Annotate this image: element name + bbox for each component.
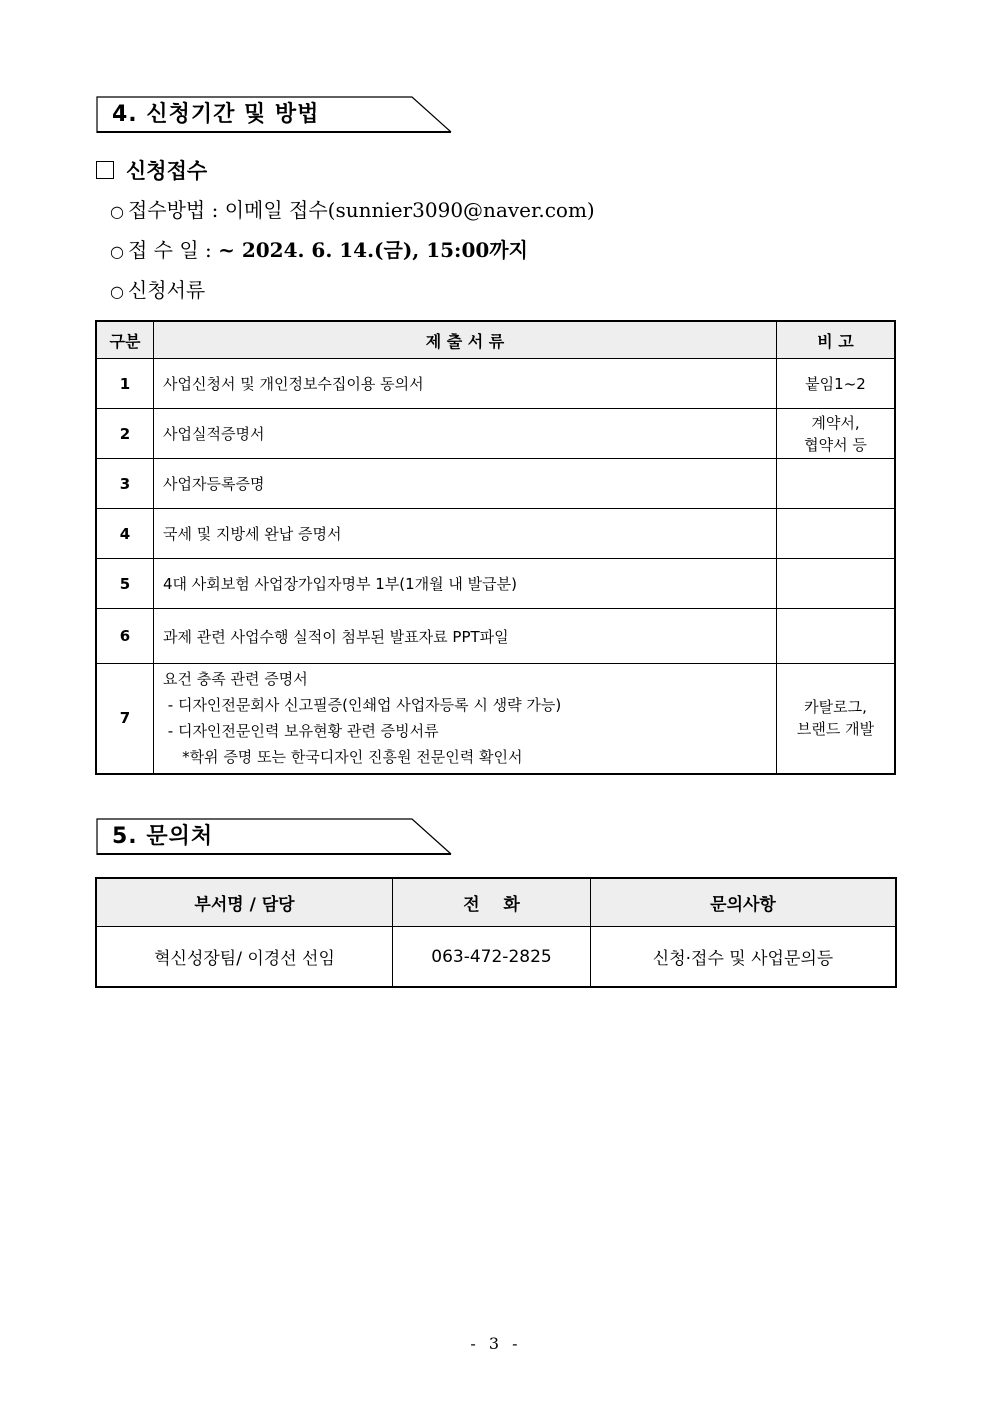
method-bullet <box>110 196 595 226</box>
table-row: 6 과제 관련 사업수행 실적이 첨부된 발표자료 PPT파일 <box>96 609 895 664</box>
table-row: 1 사업신청서 및 개인정보수집이용 동의서 붙임1~2 <box>96 359 895 409</box>
header-phone: 전 화 <box>393 878 591 927</box>
method-text: 접수방법 : 이메일 접수(sunnier3090@naver.com) <box>127 198 595 222</box>
table-row: 5 4대 사회보험 사업장가입자명부 1부(1개월 내 발급분) <box>96 559 895 609</box>
page-number: - 3 - <box>470 1334 522 1353</box>
date-value: ~ 2024. 6. 14.(금), 15:00까지 <box>218 238 528 262</box>
header-num: 구분 <box>96 321 154 359</box>
header-doc: 제 출 서 류 <box>154 321 777 359</box>
table-row: 3 사업자등록증명 <box>96 459 895 509</box>
contact-dept: 혁신성장팀/ 이경선 선임 <box>96 927 393 988</box>
table-row: 4 국세 및 지방세 완납 증명서 <box>96 509 895 559</box>
documents-table <box>95 320 896 775</box>
docs-label: 신청서류 <box>127 278 206 302</box>
contact-inquiry: 신청·접수 및 사업문의등 <box>591 927 897 988</box>
circle-bullet-icon: ○ <box>110 242 124 261</box>
header-note: 비 고 <box>777 321 896 359</box>
circle-bullet-icon: ○ <box>110 202 124 221</box>
checkbox-square-icon <box>96 161 114 179</box>
application-heading: 신청접수 <box>96 156 207 186</box>
contact-table <box>95 877 897 988</box>
header-dept: 부서명 / 담당 <box>96 878 393 927</box>
table-row: 7 요건 충족 관련 증명서 - 디자인전문회사 신고필증(인쇄업 사업자등록 시 생략 가능) - 디자인전문인력 보유현황 관련 증빙서류 *학위 증명 또는 한국디자인 진흥원 전문인력 확인서 카탈로그, 브랜드 개발 <box>96 664 895 774</box>
circle-bullet-icon: ○ <box>110 282 124 301</box>
section-5-title: 5. 문의처 <box>112 824 214 849</box>
section-4-header <box>96 96 452 134</box>
table-header-row <box>96 878 896 927</box>
table-row <box>96 927 896 988</box>
date-bullet <box>110 236 528 266</box>
table-row: 2 사업실적증명서 계약서, 협약서 등 <box>96 409 895 459</box>
section-4-title: 4. 신청기간 및 방법 <box>112 102 320 127</box>
date-label: 접 수 일 : <box>127 238 219 262</box>
table-header-row <box>96 321 895 359</box>
docs-bullet <box>110 276 205 306</box>
section-5-header <box>96 818 452 856</box>
contact-phone: 063-472-2825 <box>393 927 591 988</box>
header-inquiry: 문의사항 <box>591 878 897 927</box>
